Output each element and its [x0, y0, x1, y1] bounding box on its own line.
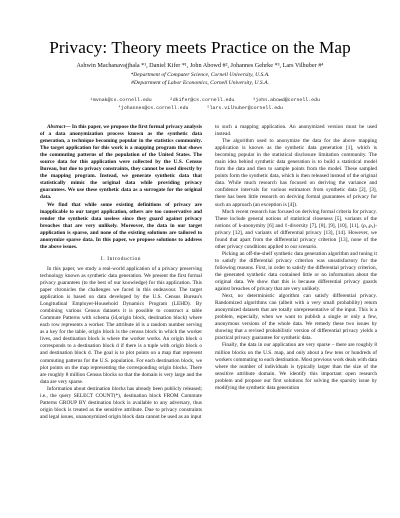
- email-link[interactable]: ¹mvnak@cs.cornell.edu: [90, 98, 152, 103]
- email-link[interactable]: ²dkifer@cs.cornell.edu: [169, 98, 235, 103]
- paper-title: Privacy: Theory meets Practice on the Map: [49, 38, 351, 57]
- abstract-text: In this paper, we propose the first formal privacy analysis of a data anonymization process known as the synthetic data generation, a technique becoming popular in the statistics community. The target application for this work is a mapping program that shows the commuting patterns of the population of the United States. The source data for this application were collected by the U.S. Census Bureau, but due to privacy constraints, they cannot be used directly by the mapping program. Instead, we generate synthetic data that statistically mimic the original data while providing privacy guarantees. We use these synthetic data as a surrogate for the original data.: [40, 124, 203, 201]
- section-heading: I. Introduction: [100, 255, 142, 262]
- body-paragraph: In this paper, we study a real-world application of a privacy preserving technology known as synthetic data generation. We present the first formal privacy guarantees (to the best of our knowledge) for this application. This paper chronicles the challenges we faced in this endeavour. The target application is based on data developed by the U.S. Census Bureau's Longitudinal Employer-Household Dynamics Program (LEHD). By combining various Census datasets it is possible to construct a table Commute Patterns with schema (id,origin block, destination block) where each row represents a worker. The attribute id is a random number serving as a key for the table, origin block is the census block in which the worker lives, and destination block is where the worker works. An origin block o corresponds to a destination block d if there is a tuple with origin block o and destination block d. The goal is to plot points on a map that represent commuting patterns for the U.S. population. For each destination block, we plot points on the map representing the corresponding origin blocks. There are roughly 8 million Census blocks so that the domain is very large and the data are very sparse.: [40, 265, 202, 385]
- body-paragraph: The algorithm used to anonymize the data for the above mapping application is known as the synthetic data generation [1], which is becoming popular in the statistical disclosure limitation community. The main idea behind synthetic data generation is to build a statistical model from the data and then to sample points from the model. These sampled points form the synthetic data, which is then released instead of the original data. While much research has focused on deriving the variance and confidence intervals for various estimators from synthetic data [2], [3], there has been little research on deriving formal guarantees of privacy for such an approach (an exception is [4]).: [215, 138, 377, 208]
- affiliation-2: #Department of Labor Economics, Cornell University, U.S.A.: [131, 80, 269, 86]
- body-paragraph: Finally, the data in our application are very sparse – there are roughly 8 million blocks on the U.S. map, and only about a few tens or hundreds of workers commuting to each destination. Most previous work deals with data where the number of individuals is typically larger than the size of the sensitive attribute domain. We identify this important open research problem and propose our first solutions for solving the sparsity issue by modifying the synthetic data generation: [215, 342, 377, 391]
- body-paragraph: Information about destination blocks has already been publicly released; i.e., the query SELECT COUNT(*), destination block FROM Commute Patterns GROUP BY destination block is available to any adversary, thus origin block is treated as the sensitive attribute. Due to privacy constraints and legal issues, unanonymized origin block data cannot be used as an input: [40, 385, 202, 420]
- left-column: [40, 124, 202, 421]
- email-link[interactable]: ⁴johannes@cs.cornell.edu: [118, 106, 189, 111]
- body-paragraph: Next, no deterministic algorithm can satisfy differential privacy. Randomized algorithms can (albeit with a very small probability) return anonymized datasets that are totally unrepresentative of the input. This is a problem, especially, when we want to publish a single or only a few, anonymous versions of the whole data. We remedy these two issues by showing that a revised probabilistic version of differential privacy yields a practical privacy guarantee for synthetic data.: [215, 293, 377, 342]
- abstract-paragraph: We find that while some existing definitions of privacy are inapplicable to our target application, others are too conservative and render the synthetic data useless since they guard against privacy breaches that are very unlikely. Moreover, the data in our target application is sparse, and none of the existing solutions are tailored to anonymize sparse data. In this paper, we propose solutions to address the above issues.: [40, 201, 202, 250]
- body-paragraph: Much recent research has focused on deriving formal criteria for privacy. These include general notions of statistical closeness [5], variants of the notions of k-anonymity [6] and ℓ-diversity [7], [8], [9], [10], [11], (ρ₁,ρ₂)-privacy [12], and variants of differential privacy [13], [14]. However, we found that apart from the differential privacy criterion [13], none of the other privacy conditions applied to our scenario.: [215, 208, 377, 250]
- email-link[interactable]: ⁵lars.vilhuber@cornell.edu: [206, 106, 283, 111]
- affiliation-1: *Department of Computer Science, Cornell University, U.S.A.: [130, 72, 270, 78]
- author-list: Ashwin Machanavajjhala *¹, Daniel Kifer *¹, John Abowd #², Johannes Gehrke *³, Lars Vilhuber #⁴: [76, 62, 324, 69]
- abstract-lead: Abstract—: [47, 124, 71, 130]
- abstract-paragraph: [40, 124, 202, 202]
- email-link[interactable]: ³john.abowd@cornell.edu: [252, 98, 320, 103]
- body-paragraph: to such a mapping application. An anonymized version must be used instead.: [215, 124, 377, 138]
- body-paragraph: Picking an off-the-shelf synthetic data generation algorithm and tuning it to satisfy the differential privacy criterion was unsatisfactory for the following reasons. First, in order to satisfy the differential privacy criterion, the generated synthetic data contained little or no information about the original data. We show that this is because differential privacy guards against breaches of privacy that are very unlikely.: [215, 250, 377, 293]
- email-row-1: [90, 97, 320, 105]
- right-column: [215, 124, 377, 392]
- email-row-2: [118, 105, 283, 113]
